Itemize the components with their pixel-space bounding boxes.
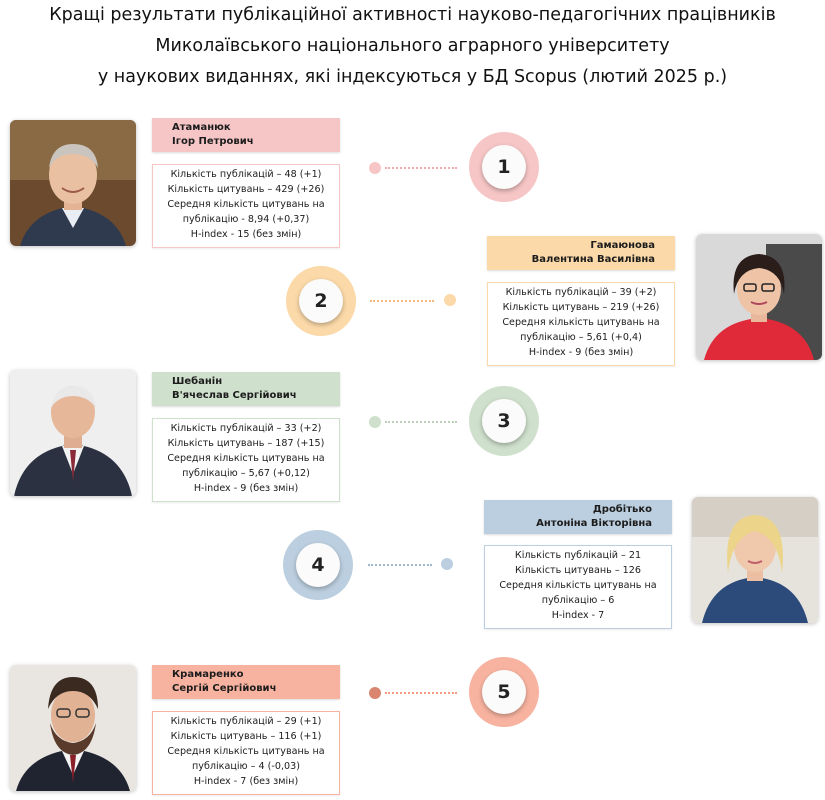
portrait-image — [10, 120, 136, 246]
connector-dot-2 — [444, 294, 456, 306]
surname: Дробітько — [592, 504, 652, 515]
connector-line-2 — [370, 300, 434, 302]
given-names: Антоніна Вікторівна — [536, 518, 652, 529]
connector-dot-4 — [441, 558, 453, 570]
name-card-2 — [487, 236, 675, 270]
citations-count: Кількість цитувань – 429 (+26) — [167, 184, 325, 195]
given-names: Валентина Василівна — [531, 254, 655, 265]
connector-dot-5 — [369, 687, 381, 699]
citations-count: Кількість цитувань – 116 (+1) — [170, 731, 322, 742]
photo-hamaiunova — [696, 234, 822, 360]
given-names: Сергій Сергійович — [172, 683, 277, 694]
surname: Крамаренко — [172, 669, 244, 680]
photo-drobitko — [692, 497, 818, 623]
citations-count: Кількість цитувань – 126 — [515, 565, 641, 576]
portrait-image — [10, 370, 136, 496]
rank-badge-4 — [283, 530, 353, 600]
connector-line-4 — [368, 564, 432, 566]
publications-count: Кількість публікацій – 39 (+2) — [505, 287, 657, 298]
citations-count: Кількість цитувань – 187 (+15) — [167, 438, 325, 449]
avg-citations-value: публікацію – 5,61 (+0,4) — [520, 332, 642, 343]
publications-count: Кількість публікацій – 29 (+1) — [170, 716, 322, 727]
connector-line-5 — [385, 692, 457, 694]
publications-count: Кількість публікацій – 48 (+1) — [170, 169, 322, 180]
name-card-3 — [152, 372, 340, 406]
h-index: H-index - 9 (без змін) — [193, 483, 299, 494]
stats-card-3 — [152, 418, 340, 502]
avg-citations-value: публікацію - 8,94 (+0,37) — [182, 214, 310, 225]
name-card-1 — [152, 118, 340, 152]
rank-number: 4 — [296, 543, 340, 587]
name-card-5 — [152, 665, 340, 699]
rank-number: 5 — [482, 670, 526, 714]
connector-dot-3 — [369, 416, 381, 428]
connector-dot-1 — [369, 162, 381, 174]
avg-citations-value: публікацію – 5,67 (+0,12) — [182, 468, 310, 479]
given-names: Ігор Петрович — [172, 136, 254, 147]
stats-card-2 — [487, 282, 675, 366]
rank-badge-2 — [286, 266, 356, 336]
stats-card-5 — [152, 711, 340, 795]
name-card-4 — [484, 500, 672, 534]
avg-citations-label: Середня кількість цитувань на — [499, 580, 657, 591]
citations-count: Кількість цитувань – 219 (+26) — [502, 302, 660, 313]
rank-number: 2 — [299, 279, 343, 323]
photo-atamaniuk — [10, 120, 136, 246]
stats-card-1 — [152, 164, 340, 248]
rank-badge-5 — [469, 657, 539, 727]
publications-count: Кількість публікацій – 21 — [514, 550, 642, 561]
h-index: H-index - 15 (без змін) — [190, 229, 302, 240]
h-index: H-index - 7 — [551, 610, 605, 621]
connector-line-1 — [385, 167, 457, 169]
surname: Шебанін — [172, 376, 223, 387]
photo-shebanin — [10, 370, 136, 496]
portrait-image — [10, 665, 136, 791]
title-line-3: у наукових виданнях, які індексуються у БД Scopus (лютий 2025 р.) — [97, 67, 728, 87]
surname: Атаманюк — [172, 122, 231, 133]
rank-badge-1 — [469, 132, 539, 202]
rank-number: 1 — [482, 145, 526, 189]
stats-card-4 — [484, 545, 672, 629]
avg-citations-label: Середня кількість цитувань на — [167, 746, 325, 757]
rank-number: 3 — [482, 399, 526, 443]
title-line-1: Кращі результати публікаційної активності науково-педагогічних працівників — [49, 5, 776, 25]
page-title — [0, 0, 825, 93]
connector-line-3 — [385, 421, 457, 423]
avg-citations-label: Середня кількість цитувань на — [167, 453, 325, 464]
photo-kramarenko — [10, 665, 136, 791]
avg-citations-value: публікацію – 4 (-0,03) — [192, 761, 300, 772]
publications-count: Кількість публікацій – 33 (+2) — [170, 423, 322, 434]
h-index: H-index - 7 (без змін) — [193, 776, 299, 787]
given-names: В'ячеслав Сергійович — [172, 390, 297, 401]
avg-citations-value: публікацію – 6 — [541, 595, 615, 606]
surname: Гамаюнова — [590, 240, 655, 251]
avg-citations-label: Середня кількість цитувань на — [502, 317, 660, 328]
avg-citations-label: Середня кількість цитувань на — [167, 199, 325, 210]
title-line-2: Миколаївського національного аграрного університету — [155, 36, 670, 56]
rank-badge-3 — [469, 386, 539, 456]
portrait-image — [696, 234, 822, 360]
portrait-image — [692, 497, 818, 623]
h-index: H-index - 9 (без змін) — [528, 347, 634, 358]
